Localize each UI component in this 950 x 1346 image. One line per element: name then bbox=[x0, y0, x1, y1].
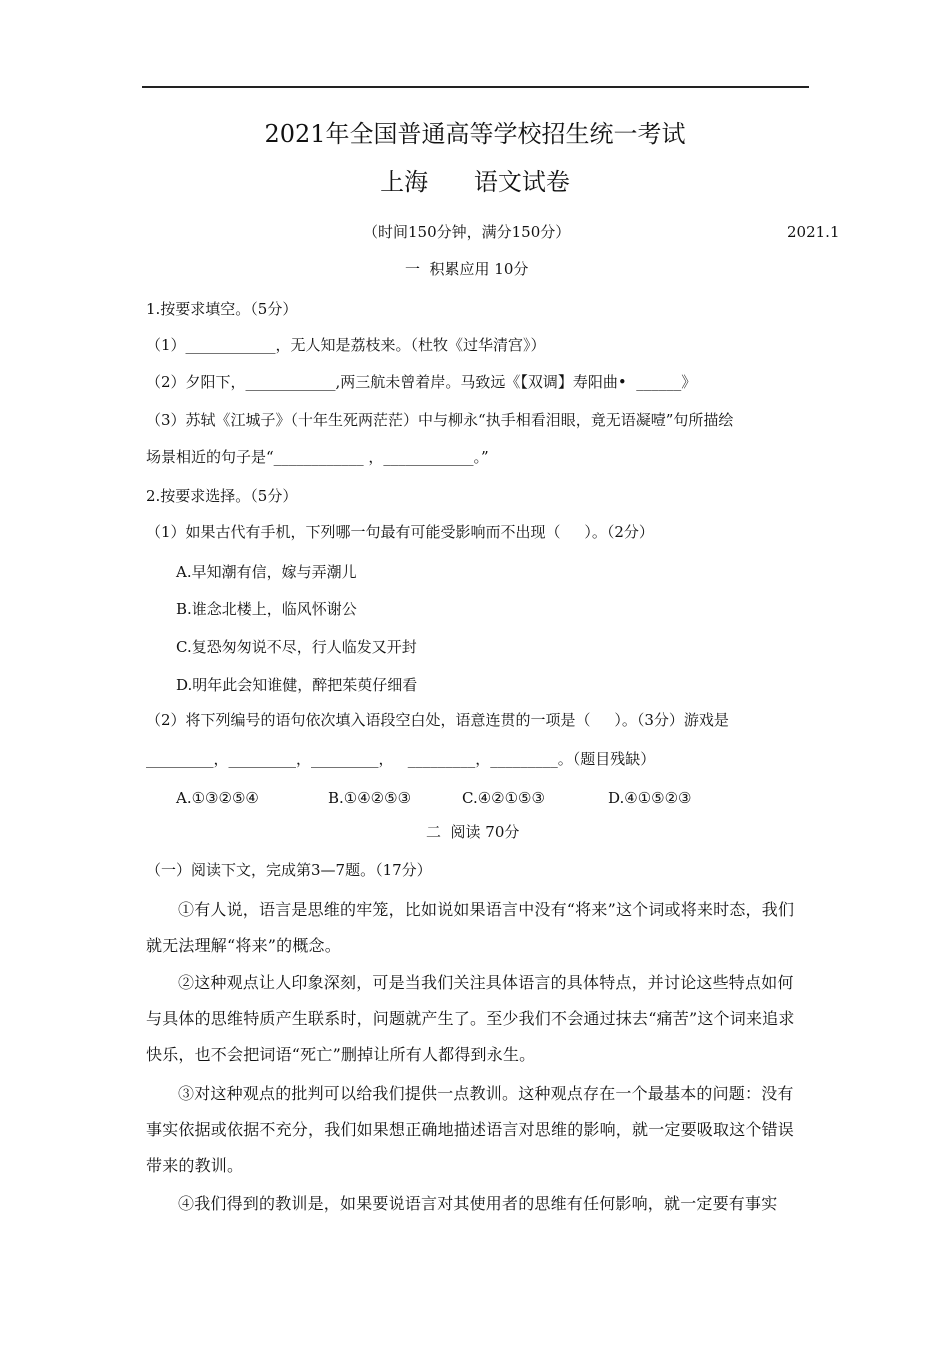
option-d: D.明年此会知谁健，醉把茱萸仔细看 bbox=[176, 676, 418, 694]
choice-d: D.④①⑤②③ bbox=[608, 789, 692, 807]
choice-c: C.④②①⑤③ bbox=[462, 789, 545, 807]
exam-title: 2021年全国普通高等学校招生统一考试 bbox=[264, 120, 686, 148]
question-1-item-3-line-2: 场景相近的句子是“____________ ，____________。” bbox=[146, 448, 489, 466]
option-c: C.复恐匆匆说不尽，行人临发又开封 bbox=[176, 638, 417, 656]
exam-date: 2021.1 bbox=[787, 223, 840, 241]
question-1-item-1: （1）____________，无人知是荔枝来。（杜牧《过华清宫》） bbox=[146, 336, 546, 354]
choice-b: B.①④②⑤③ bbox=[328, 789, 412, 807]
top-rule bbox=[142, 86, 809, 88]
paragraph-3: ③对这种观点的批判可以给我们提供一点教训。这种观点存在一个最基本的问题：没有事实依据或依据不充分，我们如果想正确地描述语言对思维的影响，就一定要吸取这个错误带来的教训。 bbox=[146, 1084, 795, 1175]
paragraph-1: ①有人说，语言是思维的牢笼，比如说如果语言中没有“将来”这个词或将来时态，我们就无法理解“将来”的概念。 bbox=[146, 900, 795, 955]
paragraph-2: ②这种观点让人印象深刻，可是当我们关注具体语言的具体特点，并讨论这些特点如何与具体的思维特质产生联系时，问题就产生了。至少我们不会通过抹去“痛苦”这个词来追求快乐，也不会把词语“死亡”删掉让所有人都得到永生。 bbox=[146, 973, 795, 1064]
question-2-sub-2-line-1: （2）将下列编号的语句依次填入语段空白处，语意连贯的一项是（ ）。（3分）游戏是 bbox=[146, 711, 729, 729]
section-heading-2: 二 阅读 70分 bbox=[426, 823, 520, 841]
reading-intro: （一）阅读下文，完成第3—7题。（17分） bbox=[146, 861, 432, 879]
question-2-sub-2-line-2: _________，_________，_________， _________，_________。（题目残缺） bbox=[146, 750, 656, 768]
question-1-stem: 1.按要求填空。（5分） bbox=[146, 300, 298, 318]
time-note: （时间150分钟，满分150分） bbox=[363, 223, 571, 241]
option-a: A.早知潮有信，嫁与弄潮儿 bbox=[176, 563, 357, 581]
question-1-item-3-line-1: （3）苏轼《江城子》（十年生死两茫茫）中与柳永“执手相看泪眼，竟无语凝噎”句所描绘 bbox=[146, 411, 734, 429]
choice-a: A.①③②⑤④ bbox=[176, 789, 259, 807]
section-heading-1: 一 积累应用 10分 bbox=[405, 260, 529, 278]
exam-subtitle: 上海 语文试卷 bbox=[380, 168, 570, 196]
question-1-item-2: （2）夕阳下，____________,两三航未曾着岸。马致远《【双调】寿阳曲• ______》 bbox=[146, 373, 697, 391]
question-2-stem: 2.按要求选择。（5分） bbox=[146, 487, 298, 505]
paragraph-4: ④我们得到的教训是，如果要说语言对其使用者的思维有任何影响，就一定要有事实 bbox=[178, 1194, 778, 1213]
option-b: B.谁念北楼上，临风怀谢公 bbox=[176, 600, 357, 618]
question-2-sub-1: （1）如果古代有手机，下列哪一句最有可能受影响而不出现（ ）。（2分） bbox=[146, 523, 654, 541]
